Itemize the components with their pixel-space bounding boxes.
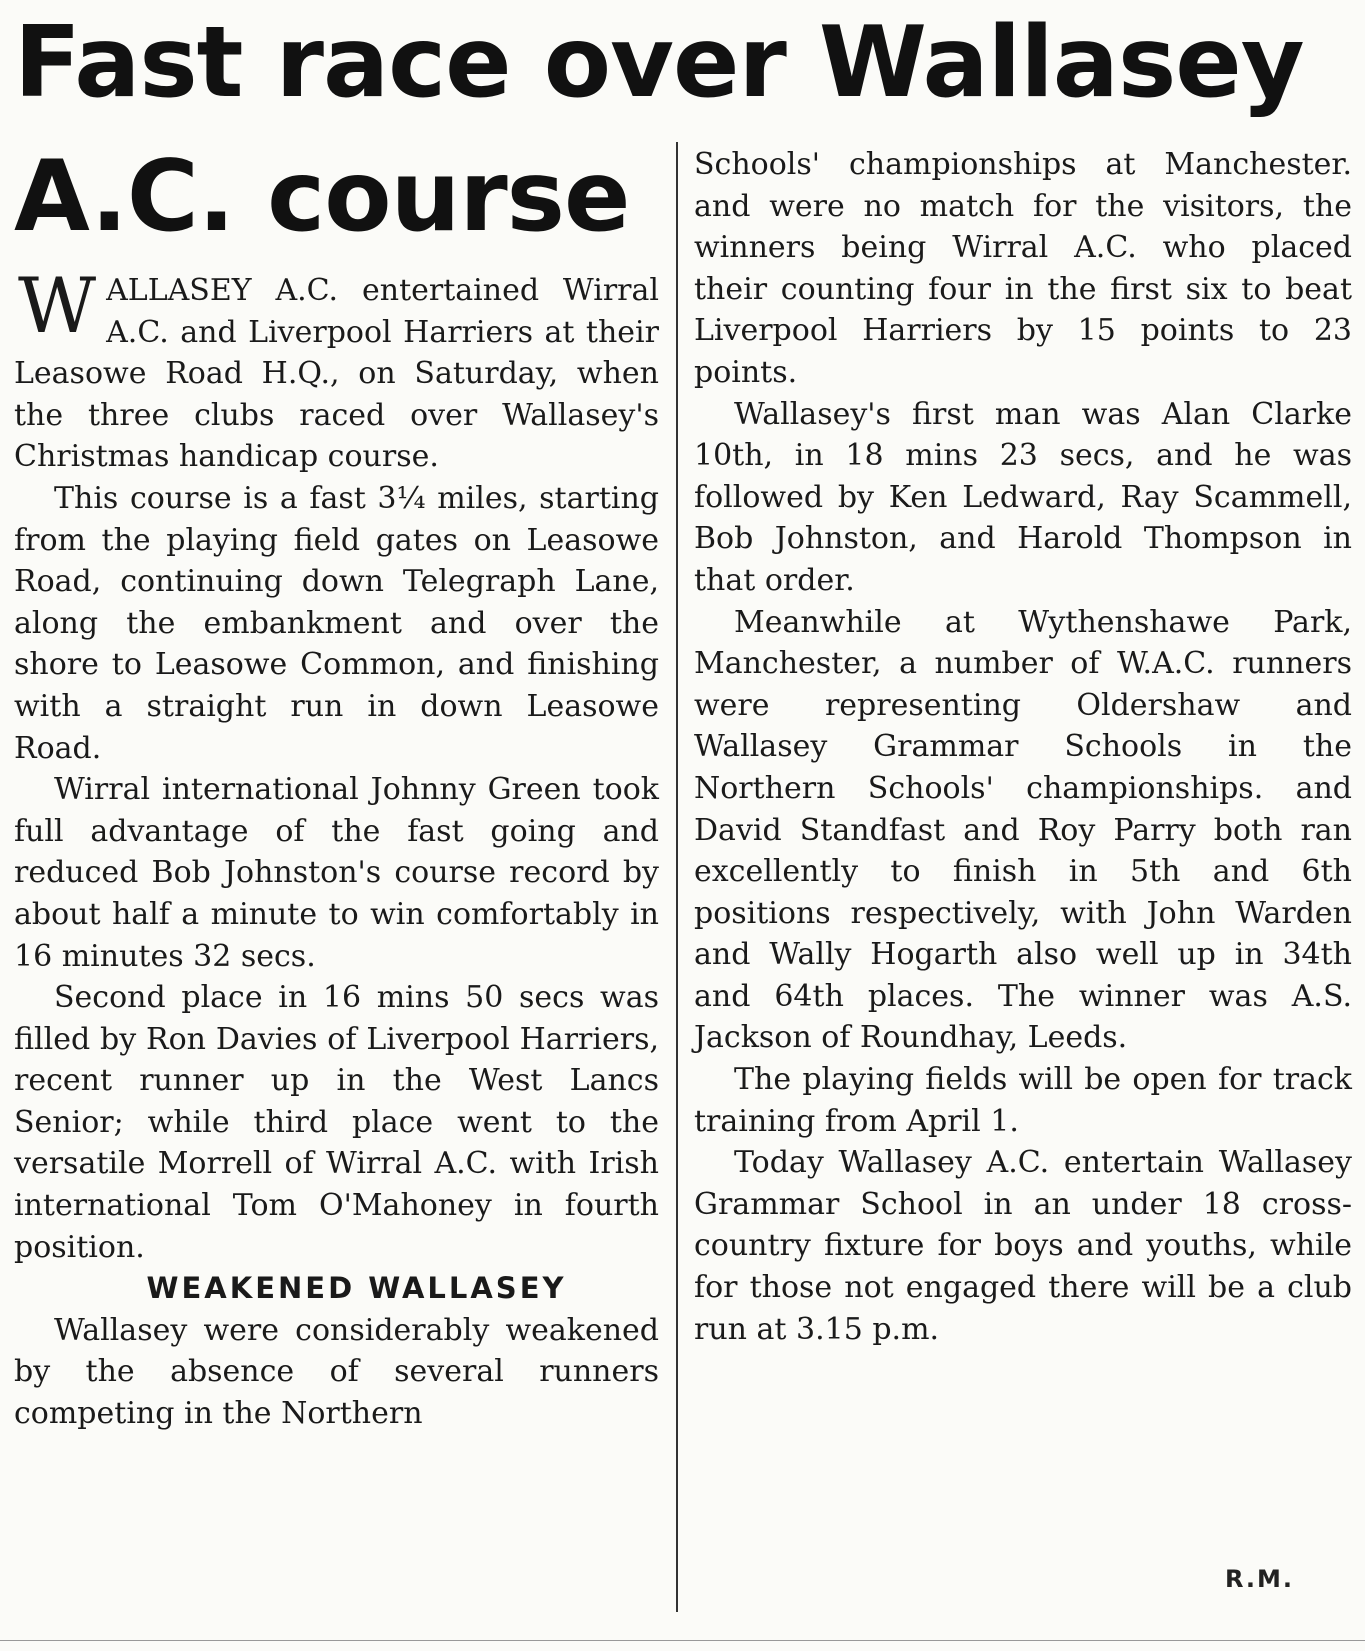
paragraph-continued: Schools' championships at Manchester. and were no match for the visitors, the winners being Wirral A.C. who placed their counting four in the first six to beat Liverpool Harriers by 15 points to 23 points. — [694, 147, 1352, 390]
column-divider — [676, 142, 678, 1612]
headline-line-2: A.C. course — [14, 140, 630, 254]
subheading: WEAKENED WALLASEY — [146, 1271, 567, 1306]
author-initials: R.M. — [1225, 1565, 1295, 1593]
lead-paragraph-text: ALLASEY A.C. entertained Wirral A.C. and Liverpool Harriers at their Leasowe Road H.Q., on Saturday, when the three clubs raced over Wallasey's Christmas handicap course. — [14, 273, 659, 475]
lead-paragraph — [14, 261, 659, 478]
drop-cap: W — [18, 261, 97, 350]
left-column — [14, 261, 659, 1435]
headline-line-1: Fast race over Wallasey — [14, 6, 1304, 120]
paragraph-course: This course is a fast 3¼ miles, starting from the playing field gates on Leasowe Road, continuing down Telegraph Lane, along the embankment and over the shore to Leasowe Common, and finishing with a straight run in down Leasowe Road. — [14, 480, 659, 766]
paragraph-wythenshawe: Meanwhile at Wythenshawe Park, Manchester, a number of W.A.C. runners were representing Oldershaw and Wallasey Grammar Schools in the Northern Schools' championships. and David Standfast and Roy Parry both ran excellently to finish in 5th and 6th positions respectively, with John Warden and Wally Hogarth also well up in 34th and 64th places. The winner was A.S. Jackson of Roundhay, Leeds. — [694, 604, 1352, 1056]
paragraph-today: Today Wallasey A.C. entertain Wallasey Grammar School in an under 18 cross-country fixture for boys and youths, while for those not engaged there will be a club run at 3.15 p.m. — [694, 1145, 1352, 1347]
right-column — [694, 144, 1352, 1350]
paragraph-weakened: Wallasey were considerably weakened by the absence of several runners competing in the Northern — [14, 1312, 659, 1432]
bottom-edge-rule — [0, 1640, 1365, 1641]
paragraph-placings: Second place in 16 mins 50 secs was filled by Ron Davies of Liverpool Harriers, recent runner up in the West Lancs Senior; while third place went to the versatile Morrell of Wirral A.C. with Irish international Tom O'Mahoney in fourth position. — [14, 980, 659, 1265]
paragraph-playing-fields: The playing fields will be open for track training from April 1. — [694, 1062, 1352, 1139]
paragraph-wallasey-runners: Wallasey's first man was Alan Clarke 10th, in 18 mins 23 secs, and he was followed by Ken Ledward, Ray Scammell, Bob Johnston, and Harold Thompson in that order. — [694, 396, 1352, 598]
paragraph-winner: Wirral international Johnny Green took full advantage of the fast going and reduced Bob Johnston's course record by about half a minute to win comfortably in 16 minutes 32 secs. — [14, 772, 659, 974]
